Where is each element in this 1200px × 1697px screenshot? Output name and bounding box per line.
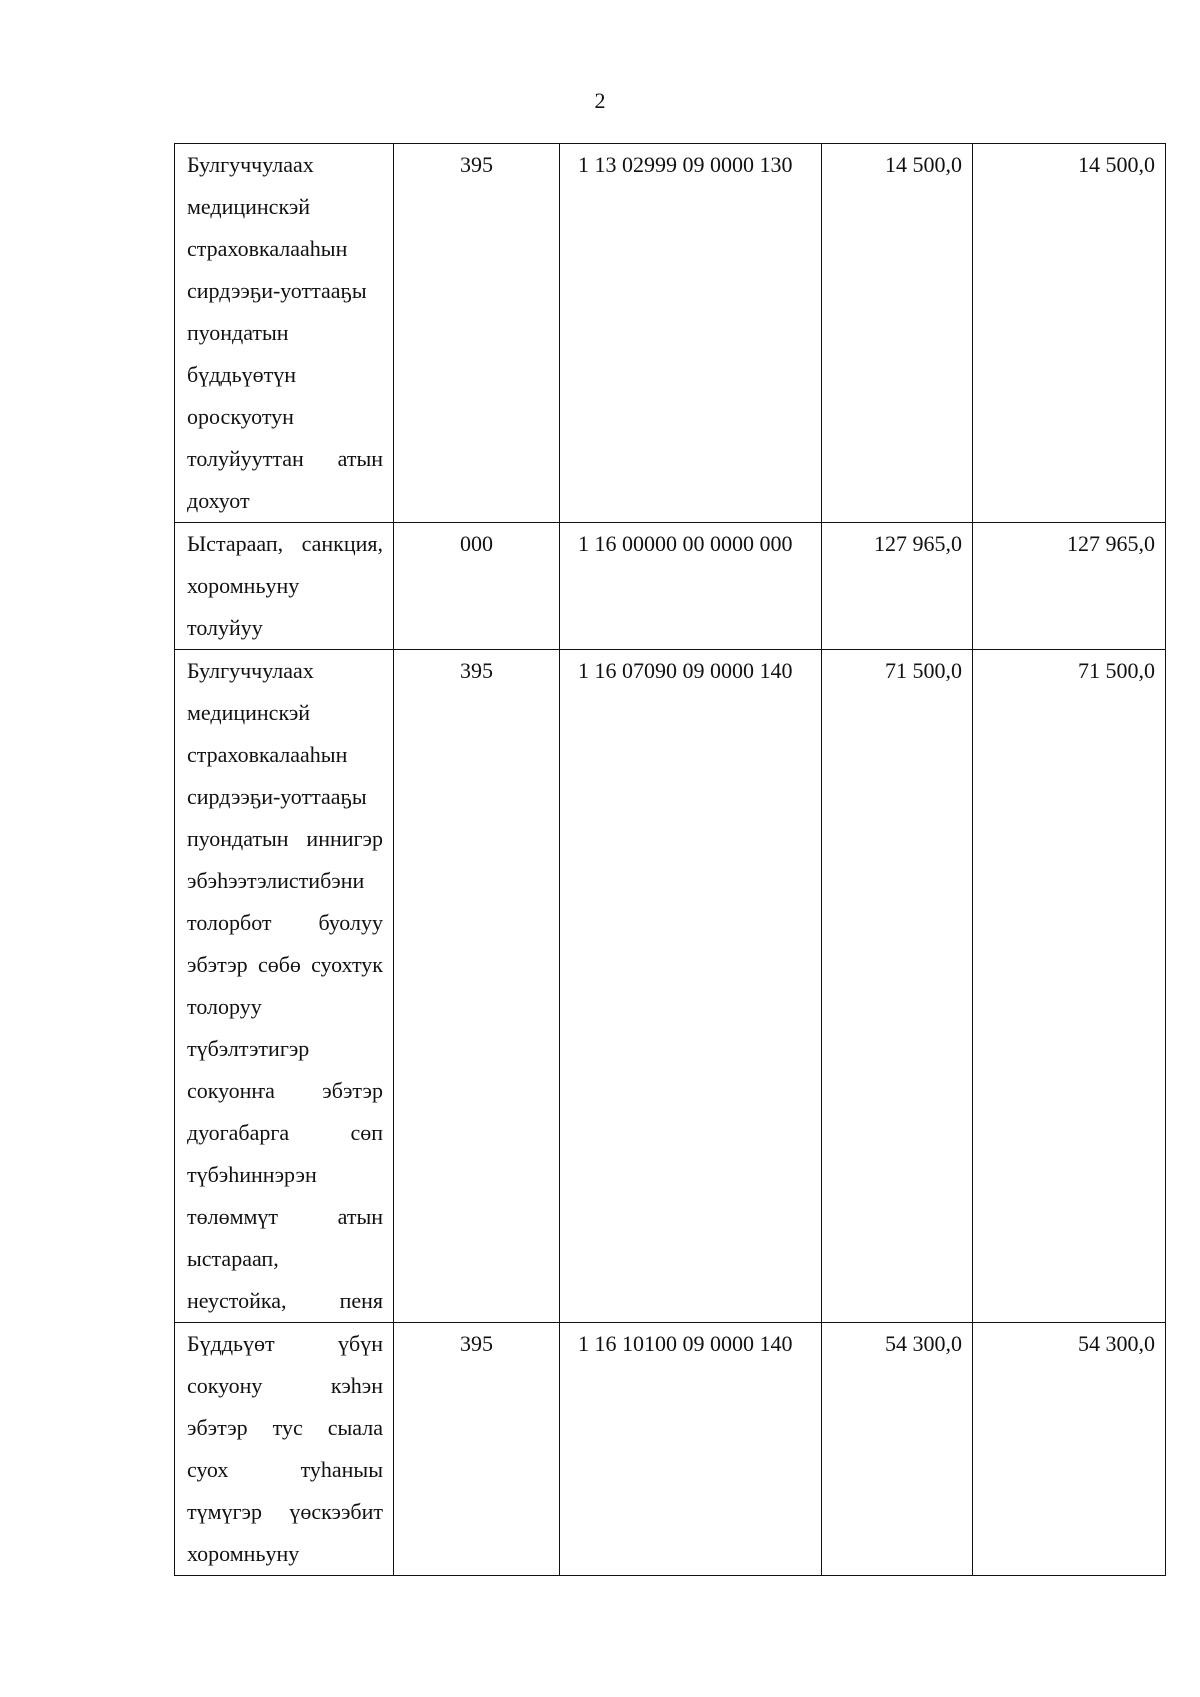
income-name-line: толорбот буолуу xyxy=(187,910,383,935)
income-name-line: сирдээҕи-уоттааҕы xyxy=(187,784,367,809)
income-name-line: Булгуччулаах xyxy=(187,152,314,177)
income-name-line: хоромньуну xyxy=(187,573,300,598)
income-name-line: дохуот xyxy=(187,488,250,513)
amount-year2-cell: 14 500,0 xyxy=(973,144,1166,523)
income-name-line: суох туһаныы xyxy=(187,1457,383,1482)
income-name-line: түбэлтэтигэр xyxy=(187,1036,310,1061)
amount-year2-cell: 71 500,0 xyxy=(973,650,1166,1323)
amount-year1-cell: 127 965,0 xyxy=(822,523,973,650)
income-name-line: страховкалааһын xyxy=(187,742,348,767)
table-row xyxy=(175,523,1166,650)
admin-code-cell: 000 xyxy=(394,523,560,650)
income-name-line: ыстараап, xyxy=(187,1246,279,1271)
income-name-line: эбэтэр тус сыала xyxy=(187,1415,383,1440)
budget-classification-code-cell: 1 13 02999 09 0000 130 xyxy=(560,144,822,523)
income-name-line: Бүддьүөт үбүн xyxy=(187,1331,383,1356)
income-name-cell xyxy=(175,144,394,523)
table-row xyxy=(175,650,1166,1323)
income-name-line: неустойка, пеня xyxy=(187,1288,383,1313)
income-name-line: эбэтэр сөбө суохтук xyxy=(187,952,383,977)
income-name-line: толоруу xyxy=(187,994,262,1019)
income-name-line: бүддьүөтүн xyxy=(187,362,297,387)
income-name-line: толуйууттан атын xyxy=(187,446,383,471)
income-name-cell xyxy=(175,650,394,1323)
income-name-line: пуондатын xyxy=(187,320,289,345)
page-number: 2 xyxy=(594,88,606,113)
income-name-line: сирдээҕи-уоттааҕы xyxy=(187,278,367,303)
income-name-cell xyxy=(175,523,394,650)
admin-code-cell: 395 xyxy=(394,144,560,523)
income-name-line: толуйуу xyxy=(187,615,263,640)
table-row xyxy=(175,1323,1166,1576)
table-body xyxy=(175,144,1166,1576)
income-name-line: түмүгэр үөскээбит xyxy=(187,1499,383,1524)
income-name-line: Ыстараап, санкция, xyxy=(187,531,383,556)
table-row xyxy=(175,144,1166,523)
income-name-line: сокуонҥа эбэтэр xyxy=(187,1078,383,1103)
admin-code-cell: 395 xyxy=(394,1323,560,1576)
amount-year2-cell: 127 965,0 xyxy=(973,523,1166,650)
income-name-line: ороскуотун xyxy=(187,404,294,429)
amount-year2-cell: 54 300,0 xyxy=(973,1323,1166,1576)
income-name-line: түбэһиннэрэн xyxy=(187,1162,317,1187)
amount-year1-cell: 14 500,0 xyxy=(822,144,973,523)
income-name-line: хоромньуну xyxy=(187,1541,300,1566)
budget-classification-code-cell: 1 16 07090 09 0000 140 xyxy=(560,650,822,1323)
budget-table xyxy=(174,143,1166,1576)
income-name-line: страховкалааһын xyxy=(187,236,348,261)
income-name-line: медицинскэй xyxy=(187,194,311,219)
budget-classification-code-cell: 1 16 10100 09 0000 140 xyxy=(560,1323,822,1576)
income-name-line: Булгуччулаах xyxy=(187,658,314,683)
amount-year1-cell: 71 500,0 xyxy=(822,650,973,1323)
income-name-cell xyxy=(175,1323,394,1576)
amount-year1-cell: 54 300,0 xyxy=(822,1323,973,1576)
income-name-line: төлөммүт атын xyxy=(187,1204,383,1229)
income-name-line: пуондатын иннигэр xyxy=(187,826,383,851)
income-name-line: дуогабарга сөп xyxy=(187,1120,383,1145)
admin-code-cell: 395 xyxy=(394,650,560,1323)
income-name-line: эбэһээтэлистибэни xyxy=(187,868,365,893)
budget-classification-code-cell: 1 16 00000 00 0000 000 xyxy=(560,523,822,650)
income-name-line: медицинскэй xyxy=(187,700,311,725)
income-name-line: сокуону кэһэн xyxy=(187,1373,383,1398)
